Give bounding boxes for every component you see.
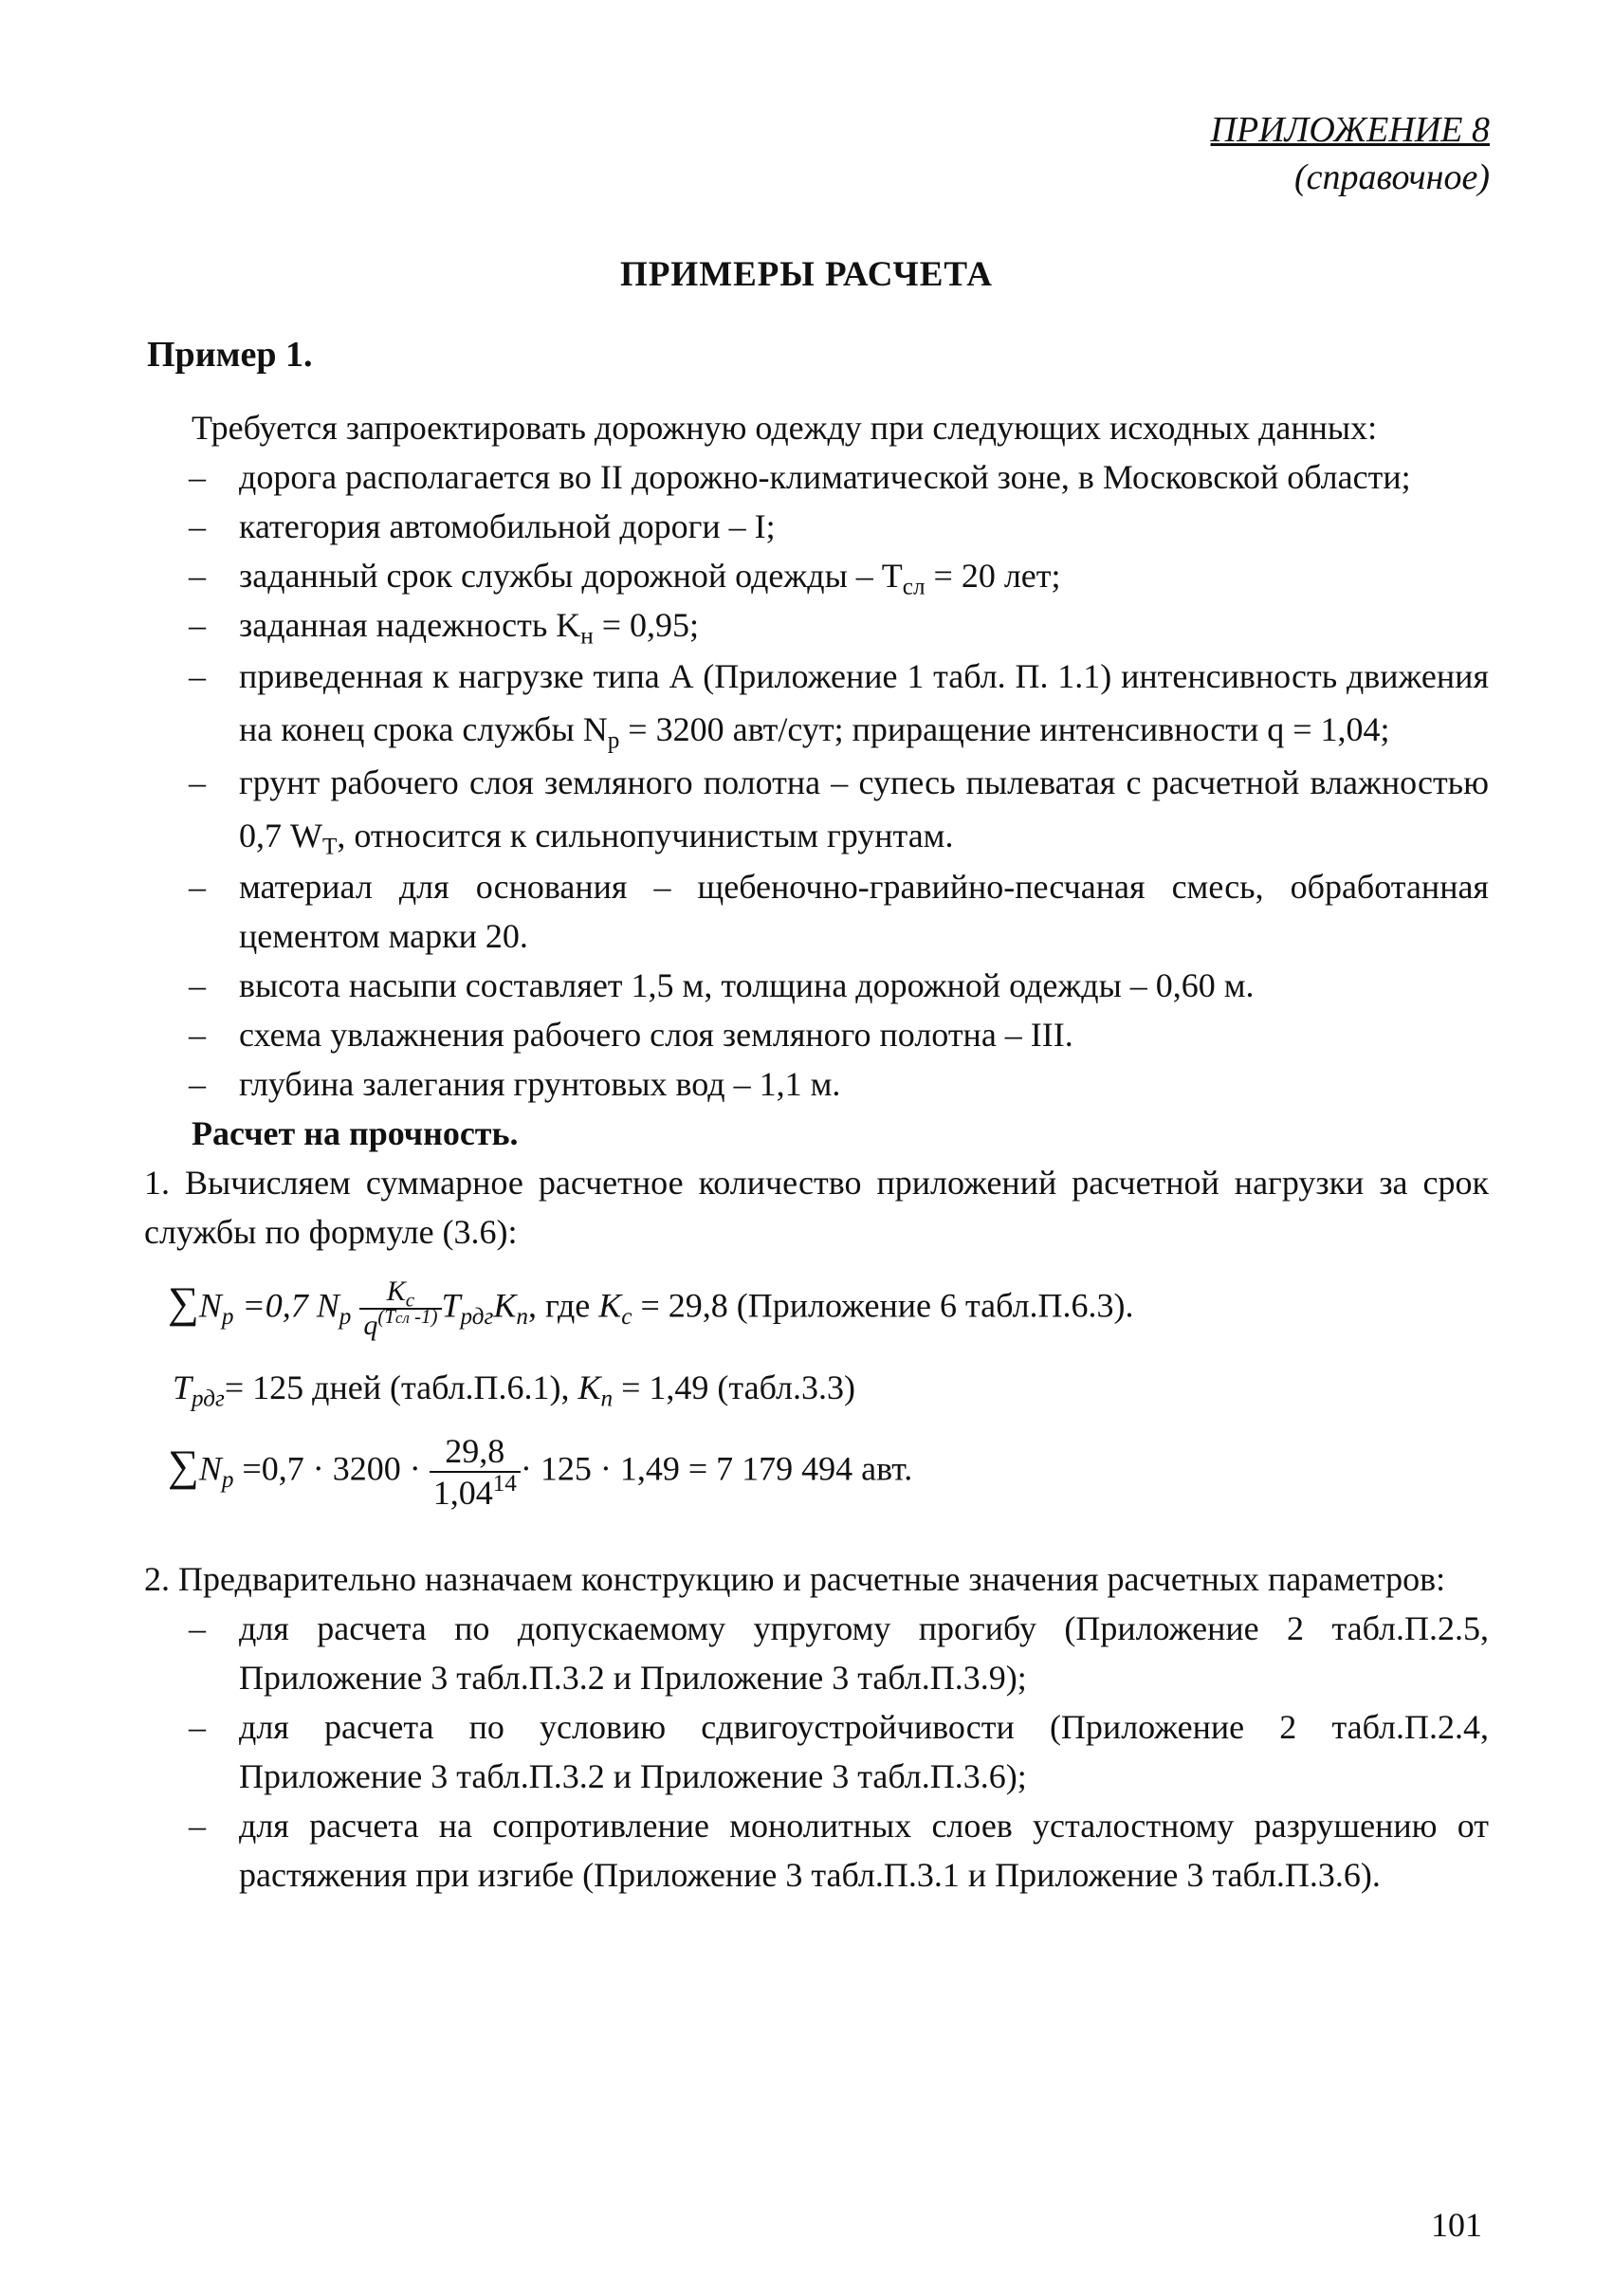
list-item: – материал для основания – щебеночно-гравийно-песчаная смесь, обработанная цементом марки 20. bbox=[144, 862, 1489, 961]
formula-2: $\sum N_p =0,7 \cdot 3200$ · $\frac{29,8}{1,04^{14}}$ · 125 · 1,49 = 7 179 494 авт. bbox=[168, 1432, 913, 1512]
list-item: – заданный срок службы дорожной одежды – $T_{сл} = 20$ лет; bbox=[144, 551, 1489, 600]
trdg-line: $T_{рдг}= 125$ дней (табл.П.6.1), $K_n = 1,49$ (табл.3.3) bbox=[173, 1368, 855, 1412]
step1-paragraph: 1. Вычисляем суммарное расчетное количество приложений расчетной нагрузки за срок службы по формуле (3.6): bbox=[144, 1164, 1489, 1251]
example-title: Пример 1. bbox=[147, 335, 313, 375]
step2-paragraph: 2. Предварительно назначаем конструкцию и расчетные значения расчетных параметров: bbox=[144, 1560, 1446, 1598]
list-item: – схема увлажнения рабочего слоя земляного полотна – III. bbox=[144, 1010, 1489, 1059]
list-item: – для расчета на сопротивление монолитных слоев усталостному разрушению от растяжения при изгибе (Приложение 3 табл.П.3.1 и Приложение 3 табл.П.3.6). bbox=[144, 1801, 1489, 1900]
list-item: – для расчета по условию сдвигоустройчивости (Приложение 2 табл.П.2.4, Приложение 3 табл.П.3.2 и Приложение 3 табл.П.3.6); bbox=[144, 1702, 1489, 1801]
list-item: – дорога располагается во II дорожно-климатической зоне, в Московской области; bbox=[144, 452, 1489, 502]
page-title: ПРИМЕРЫ РАСЧЕТА bbox=[620, 255, 993, 294]
list-item: – для расчета по допускаемому упругому прогибу (Приложение 2 табл.П.2.5, Приложение 3 табл.П.3.2 и Приложение 3 табл.П.3.9); bbox=[144, 1604, 1489, 1702]
params-list bbox=[144, 1604, 1489, 1900]
list-item: – глубина залегания грунтовых вод – 1,1 м. bbox=[144, 1059, 1489, 1109]
strength-heading: Расчет на прочность. bbox=[192, 1114, 519, 1152]
list-item: – высота насыпи составляет 1,5 м, толщина дорожной одежды – 0,60 м. bbox=[144, 961, 1489, 1010]
list-item: – грунт рабочего слоя земляного полотна – супесь пылеватая с расчетной влажностью 0,7 $W_Т$, относится к сильнопучинистым грунтам. bbox=[144, 756, 1489, 862]
formula-1-fraction: $\frac{K_c}{q^{(Tсл -1)}}$ bbox=[359, 1276, 441, 1342]
appendix-title: ПРИЛОЖЕНИЕ 8 bbox=[1210, 110, 1490, 150]
formula-1: $\sum N_p =0,7$ $N_p$ $\frac{K_c}{q^{(Tсл -1)}}$ $T_{рдг}K_n$, где $K_c = 29,8$ (Приложение 6 табл.П.6.3). bbox=[168, 1276, 1134, 1341]
content bbox=[144, 403, 1489, 1900]
formula-2-fraction: $\frac{29,8}{1,04^{14}}$ bbox=[430, 1431, 521, 1513]
list-item: – категория автомобильной дороги – I; bbox=[144, 502, 1489, 551]
intro-paragraph: Требуется запроектировать дорожную одежду при следующих исходных данных: bbox=[192, 409, 1378, 447]
appendix-note: (справочное) bbox=[1293, 157, 1490, 197]
appendix-header bbox=[1211, 106, 1490, 201]
page-number: 101 bbox=[1431, 2206, 1482, 2244]
conditions-list bbox=[144, 452, 1489, 1109]
list-item: – заданная надежность $K_н = 0,95$; bbox=[144, 600, 1489, 650]
list-item: – приведенная к нагрузке типа А (Приложение 1 табл. П. 1.1) интенсивность движения на конец срока службы $N_р = 3200$ авт/сут; приращение интенсивности q = 1,04; bbox=[144, 650, 1489, 756]
